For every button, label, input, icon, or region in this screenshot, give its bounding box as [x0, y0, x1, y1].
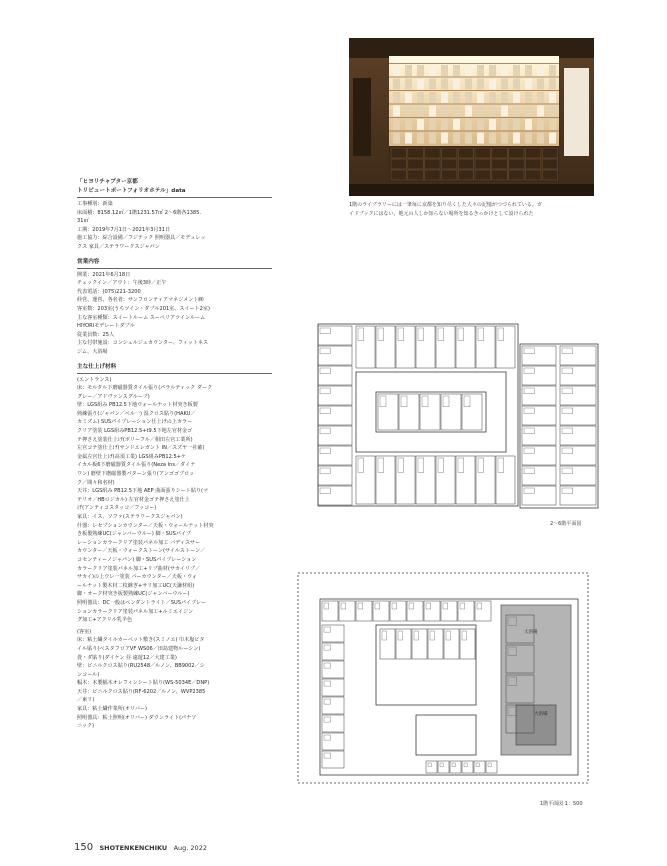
text-line: 代表電話：(075)221-3200 [77, 288, 141, 295]
room-label-a: 大浴場 [524, 630, 538, 635]
text-line: チェックイン／アウト：午後3時／正午 [77, 280, 167, 287]
page-footer [74, 842, 207, 853]
divider [77, 268, 272, 269]
text-line: ク／間々和名材) [77, 479, 115, 486]
text-line: 工期：2019年7月1日〜2021年3月31日 [77, 226, 171, 233]
text-line: (エントランス) [77, 376, 112, 383]
caption-line-2: イドブックにはない、地元の人しか知らない場所を知るきっかけとして設けられた [349, 210, 534, 217]
magazine-name: SHOTENKENCHIKU [99, 844, 168, 852]
text-line: 天井：ビニルクロス貼り(RF-6202／ルノン、WVP2385 [77, 688, 206, 695]
text-line: ジム、大浴場 [77, 348, 108, 355]
finish-heading: 主な仕上げ材料 [77, 363, 117, 370]
text-line: ／東リ) [77, 697, 95, 704]
business-info [77, 271, 287, 357]
text-line: レーションカラークリア塗装パネル加工 バディスサー [77, 539, 201, 546]
upper-plan-caption: 2〜6階平面図 [550, 521, 582, 527]
building-info [77, 200, 287, 252]
text-line: 金属左官仕上げ(高須工業) LGS組みPB12.5+ケ [77, 453, 187, 460]
text-line: 熟練張り(ジャパン／ベル一) 湿クロス貼り(HAKU／ [77, 410, 196, 417]
text-line: 床：モルタル下磨磁器質タイル張り(パラルティック ダーク [77, 385, 213, 392]
text-line: コセンティーノジャパン) 脚・SUSパイプレーション [77, 556, 197, 563]
page-number: 150 [74, 842, 94, 853]
text-line: 経営、運営、各名者：サンフロンティアマネジメント㈱ [77, 297, 204, 304]
text-line: 壁：LGS組み PB12.5下地ウォールナット材突き板製 [77, 402, 198, 409]
text-line: 31㎡ [77, 218, 89, 225]
text-line: 畳・ダ貼り(ダイケン 昼 遠遊12／大建工業) [77, 654, 177, 661]
room-label-b: 大浴場 [534, 712, 548, 717]
divider [77, 197, 272, 198]
text-line: ールナット製木材二枚継ぎ+サリ加工UC(天謙材組) [77, 582, 195, 589]
text-line: 施工協力：綜合設備／フジテック 照明器具／モデュレッ [77, 235, 206, 242]
text-line: クリア塗装 LGS組みPB12.5+t9.5下地左官材金ゴ [77, 428, 193, 435]
text-line: イル貼り(ベスタフロアVF WS06／田島建物ルーシン) [77, 645, 201, 652]
data-title-line-1: 「ヒヨリチャプター京都 [77, 179, 138, 185]
business-heading: 営業内容 [77, 258, 100, 265]
text-line: 開業：2021年6月18日 [77, 271, 131, 278]
data-title-line-2: トリビュートポートフォリオホテル」data [77, 188, 186, 194]
text-line: 什器：レセプションカウンター／天板・ウォールナット材突 [77, 522, 214, 529]
text-line: 客室数：203室(うちツイン・ダブル201室、スイート2室) [77, 305, 210, 312]
text-line: 照明器具：粘土照明(オリバー) ダウンライト(パナソ [77, 714, 197, 721]
text-line: テリオ／HBロジカル) 左官材金ゴテ押さえ塗仕上 [77, 496, 190, 503]
text-line: き板製熟練UC(ジャンバーウルー) 脚・SUSパイプ [77, 531, 191, 538]
text-line: カウンター／天板・ウォークストーン(サイルストーン／ [77, 548, 206, 555]
text-line: 主な付帯施設：コンシェルジュカウンター、フィットネス [77, 340, 209, 347]
text-line: ションカラークリア塗装パネル加工+ルミエイジン [77, 608, 194, 615]
text-line: 天井：LGS組み PB12.5下地 AEP 曲面張りシート貼り(マ [77, 488, 209, 495]
text-line: 照明器具：DC一般はペンダントライト／SUSパイプレー [77, 599, 207, 606]
text-line: グ加工+アクリル乳半色 [77, 617, 133, 624]
text-line: グレー／アドヴァンスグループ) [77, 393, 150, 400]
upper-floor-plan [316, 322, 600, 510]
library-photo [349, 38, 594, 196]
text-line: クス 家具／ステラワークスジャパン [77, 243, 160, 250]
text-line: HIYORIモデレートダブル [77, 323, 135, 330]
text-line: イカル板6下磨磁器質タイル張り(Neza Ins／ダイナ [77, 462, 196, 469]
text-line: 壁：ビニルクロス貼り(RU2548／ルノン、BB9002／シ [77, 663, 205, 670]
issue: Aug. 2022 [173, 844, 207, 852]
text-line: (客室) [77, 628, 92, 635]
text-line: ワン) 磨壁下磨磁器製パターン張り(アンゴゴブロッ [77, 471, 195, 478]
text-line: げ(アンティコスタッコ／フッコー) [77, 505, 157, 512]
room-materials [77, 628, 287, 731]
text-line: ニック) [77, 723, 95, 730]
text-line: 左官コテ塗仕上げ(サンドエレガント IN／スズヤ一社確) [77, 445, 205, 452]
lower-plan-caption: 1階平面図 1：500 [540, 801, 583, 807]
caption-line-1: 1階のライブラリーには一筆毎に京都を知り尽くした人々の記憶がつづられている。ガ [349, 202, 542, 208]
text-line: 床面積：8158.12㎡／1階1231.57㎡ 2〜6階各1385. [77, 209, 202, 216]
text-line: テ押さえ塗装仕上げ(ボリーフル／相田左官工業所) [77, 436, 193, 443]
finish-materials [77, 376, 287, 625]
text-line: ンコール) [77, 671, 100, 678]
data-column [77, 178, 287, 731]
text-line: 従業員数：25人 [77, 331, 115, 338]
text-line: 家具：粘土繊作業所(オリバー) [77, 706, 148, 713]
text-line: 幅木：木製幅木オレフィンシート貼り(WS-5034E／DNP) [77, 680, 210, 687]
text-line: 工事種別：新築 [77, 201, 113, 207]
text-line: 床：粘土繊タイルカーペット敷き(スミノエ) 巾木塩ビタ [77, 637, 205, 644]
divider [77, 373, 272, 374]
text-line: 主な客室種類：スイートルーム スーペリアツインルーム [77, 314, 206, 321]
text-line: サカイ)の上ウレ一塗装 バーカウンター／天板・ウォ [77, 574, 197, 581]
text-line: カミズム) SUSパイプレーション仕上げの上カラー [77, 419, 193, 426]
photo-caption [349, 201, 599, 218]
text-line: カラークリア塗装パネル加工+リブ曲材(サカイリブ／ [77, 565, 201, 572]
ground-floor-plan [296, 565, 596, 795]
text-line: 脚・オーク材突き板製熟練UC(ジャンバーウルー) [77, 591, 190, 598]
text-line: 家具：イス、ソファ(ステラワークスジャパン) [77, 514, 183, 520]
